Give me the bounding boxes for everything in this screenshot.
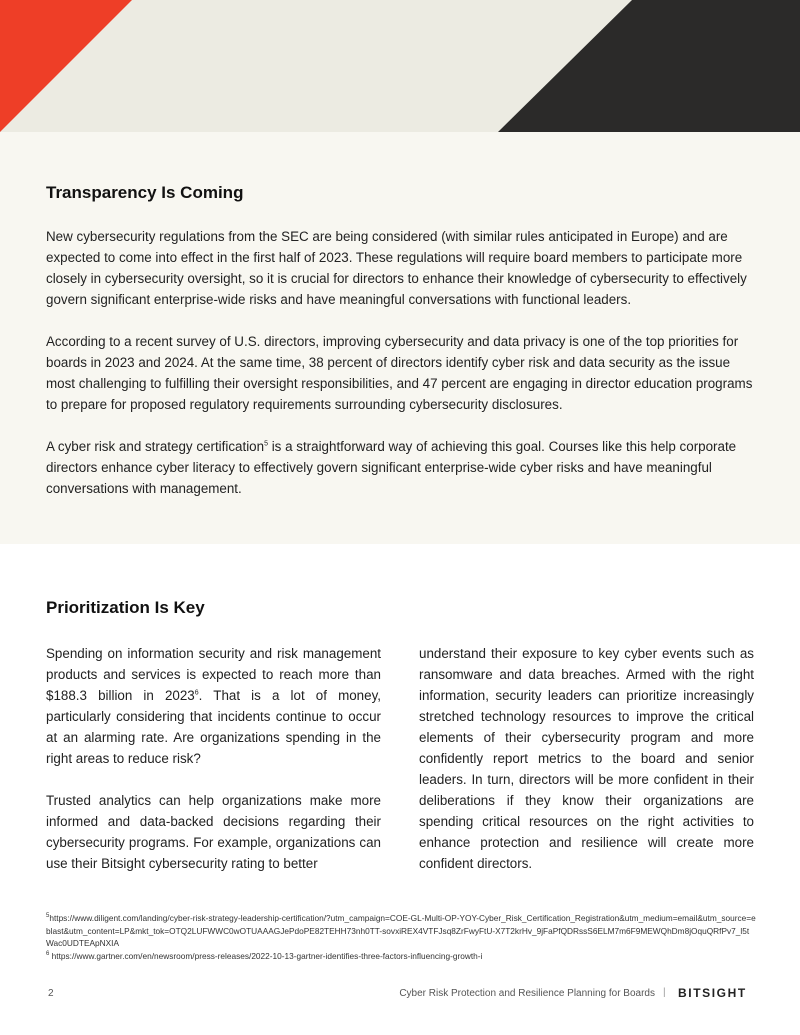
certification-text-b: is a straightforward way of achieving this goal. Courses like this help corporate directors enhance cyber literacy to effectively govern significant enterprise-wide cyber risks and have meaningful conversations with management. — [46, 439, 737, 496]
footer-separator: | — [663, 987, 666, 998]
spending-text-a: Spending on information security and risk management products and services is expected to reach more than $188.3 billion in 2023 — [46, 646, 381, 703]
page-footer — [0, 985, 800, 1005]
header-shapes — [0, 0, 800, 132]
paragraph-spending — [46, 643, 381, 769]
header-graphic — [0, 0, 800, 132]
paragraph-exposure: understand their exposure to key cyber events such as ransomware and data breaches. Armed with the right information, security leaders can prioritize increasingly stretched technology resources to improve the critical elements of their cybersecurity program and more confidently report metrics to the board and senior leaders. In turn, directors will be more confident in their deliberations if they know their organizations are spending critical resources on the right activities to enhance protection and resilience will create more confident directors. — [419, 646, 754, 871]
spending-text-b: . That is a lot of money, particularly considering that incidents continue to occur at an alarming rate. Are organizations spending in the right areas to reduce risk? — [46, 688, 381, 766]
document-title: Cyber Risk Protection and Resilience Planning for Boards — [399, 988, 655, 999]
footnote-6-number: 6 — [46, 950, 50, 957]
footnote-5-number: 5 — [46, 913, 50, 920]
paragraph-certification — [46, 436, 756, 499]
footnote-5[interactable] — [46, 912, 756, 950]
footnote-ref-6: 6 — [194, 689, 199, 697]
section-title-prioritization: Prioritization Is Key — [46, 598, 205, 617]
section-title-transparency: Transparency Is Coming — [46, 183, 244, 202]
footnote-5-link[interactable]: https://www.diligent.com/landing/cyber-risk-strategy-leadership-certification/?utm_campaign=COE-GL-Multi-OP-YOY-Cyber_Risk_Certification_Registration&utm_medium=email&utm_source=eblast&utm_content=LP&mkt_tok=OTQ2LUFWWC0wOTUAAAGJePdoPE82TEHH73nh0TT-sovxiREX4VTFJsq8ZrFwyFtU-X7T2krHv_9jFaPfQDRssS6ELM7m6F9MEWQhDm8jOquQRfPv7_l5tWac0UDTEApNXIA — [46, 913, 756, 948]
certification-text-a: A cyber risk and strategy certification — [46, 439, 265, 454]
paragraph-trusted-analytics: Trusted analytics can help organizations make more informed and data-backed decisions regarding their cybersecurity programs. For example, organizations can use their Bitsight cybersecurity rating to better — [46, 793, 381, 871]
bitsight-logo: BITSIGHT — [678, 986, 747, 1000]
paragraph-director-survey: According to a recent survey of U.S. directors, improving cybersecurity and data privacy is one of the top priorities for boards in 2023 and 2024. At the same time, 38 percent of directors identify cyber risk and data security as the issue most challenging to fulfilling their oversight responsibilities, and 47 percent are engaging in director education programs to prepare for proposed regulatory requirements surrounding cybersecurity disclosures. — [46, 334, 753, 412]
paragraph-sec-regulations: New cybersecurity regulations from the SEC are being considered (with similar rules anticipated in Europe) and are expected to come into effect in the first half of 2023. These regulations will require board members to participate more closely in cybersecurity oversight, so it is crucial for directors to enhance their knowledge of cybersecurity to effectively govern significant enterprise-wide risks and have meaningful conversations with functional leaders. — [46, 229, 747, 307]
footnotes — [46, 912, 756, 962]
footnote-ref-5: 5 — [264, 440, 268, 448]
page-number: 2 — [48, 988, 54, 999]
footnote-6[interactable] — [46, 950, 756, 963]
footnote-6-link[interactable]: https://www.gartner.com/en/newsroom/press-releases/2022-10-13-gartner-identifies-three-factors-influencing-growth-i — [49, 950, 483, 961]
